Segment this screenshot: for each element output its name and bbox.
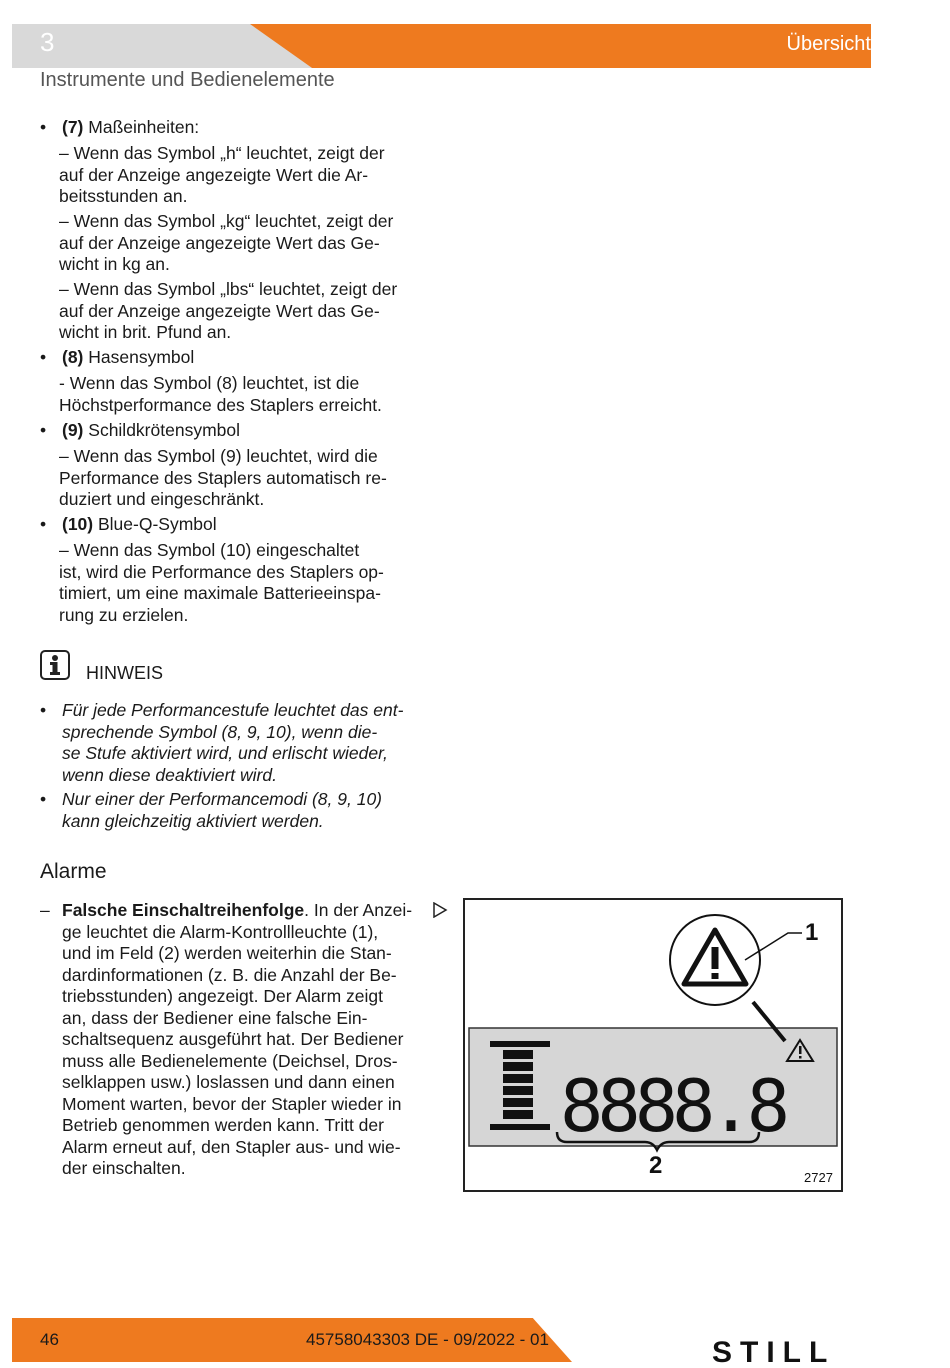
dash: – [40,900,50,920]
bullet: • [40,117,47,137]
lcd-illustration [465,900,841,1190]
bullet: • [40,789,47,809]
figure-reference-triangle-icon [432,902,448,918]
note-bullet-2 [40,789,440,832]
callout-2: 2 [649,1152,663,1179]
item-number: (10) [62,514,94,534]
bullet: • [40,700,47,720]
text-line: – Wenn das Symbol „h“ leuchtet, zeigt der [59,143,385,163]
alarm-heading: Alarme [40,860,107,883]
alarm-display-figure [463,898,843,1192]
text-fragment: . In der Anzei- [304,900,413,920]
item-7-paragraph-h [59,143,431,208]
figure-id: 2727 [804,1170,833,1185]
bullet: • [40,420,47,440]
text-line: und im Feld (2) werden weiterhin die Stan- [62,943,392,963]
page-number: 46 [40,1330,59,1349]
text-line: an, dass der Bediener eine falsche Ein- [62,1007,368,1028]
alarm-term: Falsche Einschaltreihenfolge [62,900,305,920]
text-line: triebsstunden) angezeigt. Der Alarm zeigt [62,986,383,1006]
item-7-paragraph-lbs [59,279,431,344]
text-line: Performance des Staplers automatisch re- [59,467,387,488]
item-8-paragraph [59,373,431,416]
text-line: timiert, um eine maximale Batterieeinspa- [59,583,381,603]
info-icon [40,650,70,680]
text-line: - Wenn das Symbol (8) leuchtet, ist die [59,373,360,393]
text-line: muss alle Bedienelemente (Deichsel, Dros- [62,1050,398,1071]
alarm-paragraph [40,900,435,1180]
text-line: wicht in kg an. [59,254,170,274]
text-line: Moment warten, bevor der Stapler wieder in [62,1093,402,1114]
text-line: auf der Anzeige angezeigte Wert das Ge- [59,300,380,321]
item-9-paragraph [59,446,431,511]
text-line: auf der Anzeige angezeigte Wert die Ar- [59,164,369,185]
text-line: Höchstperformance des Staplers erreicht. [59,394,382,415]
svg-text:STILL: STILL [712,1336,836,1366]
text-line: selklappen usw.) loslassen und dann einen [62,1072,395,1092]
text-line: sprechende Symbol (8, 9, 10), wenn die- [62,721,378,742]
text-line: ge leuchtet die Alarm-Kontrollleuchte (1), [62,921,379,942]
text-line: rung zu erzielen. [59,604,189,625]
item-number: (7) [62,117,84,137]
text-line: kann gleichzeitig aktiviert werden. [62,810,324,831]
chapter-title: Übersicht [786,33,871,55]
callout-1: 1 [805,919,819,946]
text-line: wenn diese deaktiviert wird. [62,764,277,785]
text-line: Für jede Performancestufe leuchtet das ent- [62,700,404,720]
text-line: wicht in brit. Pfund an. [59,322,232,342]
text-line: auf der Anzeige angezeigte Wert das Ge- [59,232,380,253]
list-item-7 [40,117,199,139]
item-title: Hasensymbol [88,347,195,367]
note-label: HINWEIS [86,663,164,683]
text-line: se Stufe aktiviert wird, und erlischt wieder, [62,743,388,763]
text-line: Alarm erneut auf, den Stapler aus- und wie- [62,1136,401,1157]
text-line: duziert und eingeschränkt. [59,489,265,509]
item-number: (9) [62,420,84,440]
text-line: – Wenn das Symbol „kg“ leuchtet, zeigt der [59,211,394,231]
text-line: Betrieb genommen werden kann. Tritt der [62,1115,384,1135]
bullet: • [40,514,47,534]
text-line: – Wenn das Symbol (9) leuchtet, wird die [59,446,378,466]
text-line: – Wenn das Symbol „lbs“ leuchtet, zeigt der [59,279,398,299]
text-line: schaltsequenz ausgeführt hat. Der Bediener [62,1029,404,1049]
note-bullet-1 [40,700,440,786]
section-title: Instrumente und Bedienelemente [40,69,335,91]
header-orange-band [250,24,871,68]
item-10-paragraph [59,540,431,626]
bullet: • [40,347,47,367]
document-id: 45758043303 DE - 09/2022 - 01 [306,1330,549,1349]
text-line: dardinformationen (z. B. die Anzahl der Be- [62,964,397,985]
text-line: – Wenn das Symbol (10) eingeschaltet [59,540,360,560]
lcd-digits: 8888.8 [560,1064,785,1148]
text-line: der einschalten. [62,1158,186,1178]
item-7-paragraph-kg [59,211,431,276]
list-item-8 [40,347,194,369]
text-line: beitsstunden an. [59,186,188,206]
list-item-9 [40,420,240,442]
item-title: Schildkrötensymbol [88,420,240,440]
text-line: ist, wird die Performance des Staplers op- [59,561,384,582]
chapter-number: 3 [40,27,55,57]
list-item-10 [40,514,217,536]
item-title: Blue-Q-Symbol [98,514,217,534]
item-number: (8) [62,347,84,367]
item-title: Maßeinheiten: [88,117,200,137]
text-line [62,900,412,922]
text-line: Nur einer der Performancemodi (8, 9, 10) [62,789,382,809]
still-logo [712,1336,872,1366]
